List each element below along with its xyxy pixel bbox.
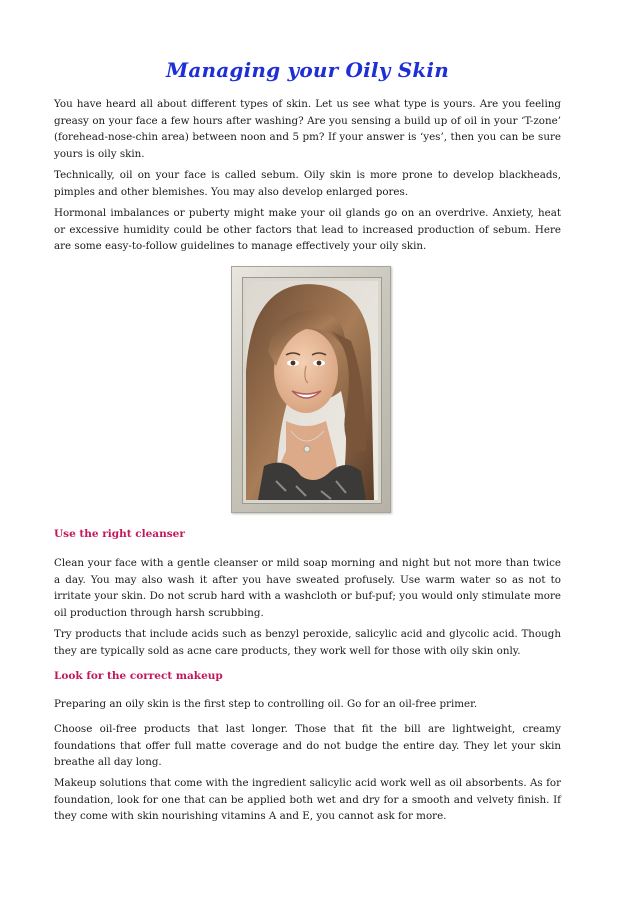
section-heading-makeup: Look for the correct makeup bbox=[54, 670, 223, 682]
cleanser-paragraph-1: Clean your face with a gentle cleanser or mild soap morning and night but not more than twice a day. You may also wash it after you have sweated profusely. Use warm water so as not to irritate your skin. Do not scrub hard with a washcloth or buf-puf; you would only stimulate more oil production through harsh scrubbing. bbox=[54, 557, 561, 619]
intro-paragraph-2: Technically, oil on your face is called sebum. Oily skin is more prone to develop blackheads, pimples and other blemishes. You may also develop enlarged pores. bbox=[54, 169, 561, 198]
makeup-paragraph-1: Preparing an oily skin is the first step to controlling oil. Go for an oil-free primer. bbox=[54, 698, 478, 710]
page-title: Managing your Oily Skin bbox=[166, 58, 449, 82]
section-heading-cleanser: Use the right cleanser bbox=[54, 528, 185, 540]
cleanser-paragraph-2: Try products that include acids such as benzyl peroxide, salicylic acid and glycolic acid. Though they are typically sold as acne care products, they work well for those with oily skin only. bbox=[54, 628, 561, 657]
framed-portrait-photo bbox=[231, 266, 391, 513]
intro-paragraph-3: Hormonal imbalances or puberty might make your oil glands go on an overdrive. Anxiety, heat or excessive humidity could be other factors that lead to increased production of sebum. Here are some easy-to-follow guidelines to manage effectively your oily skin. bbox=[54, 207, 561, 253]
makeup-paragraph-2: Choose oil-free products that last longer. Those that fit the bill are lightweight, creamy foundations that offer full matte coverage and do not budge the entire day. They let your skin breathe all day long. bbox=[54, 723, 561, 769]
portrait-image bbox=[246, 281, 378, 500]
intro-paragraph-1: You have heard all about different types of skin. Let us see what type is yours. Are you feeling greasy on your face a few hours after washing? Are you sensing a build up of oil in your ‘T-zone’ (forehead-nose-chin area) between noon and 5 pm? If your answer is ‘yes’, then you can be sure yours is oily skin. bbox=[54, 98, 561, 160]
makeup-paragraph-3: Makeup solutions that come with the ingredient salicylic acid work well as oil absorbents. As for foundation, look for one that can be applied both wet and dry for a smooth and velvety finish. If they come with skin nourishing vitamins A and E, you cannot ask for more. bbox=[54, 777, 561, 823]
photo-mat bbox=[242, 277, 382, 504]
